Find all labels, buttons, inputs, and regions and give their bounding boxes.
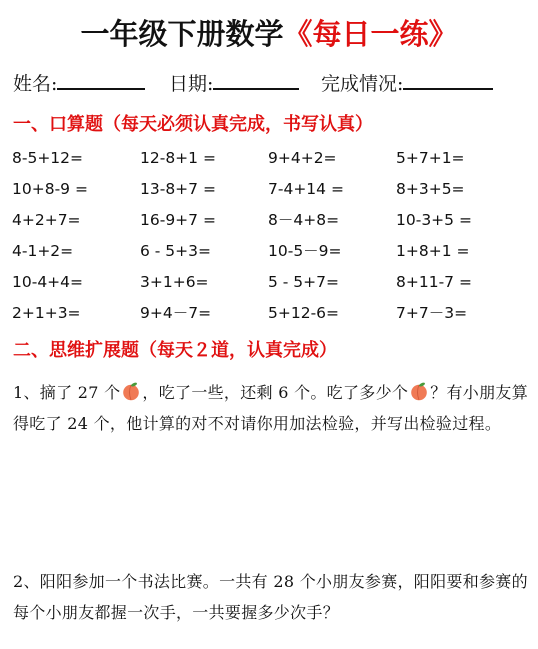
calc-item: 5 - 5+7= — [268, 273, 340, 291]
calc-item: 4+2+7= — [12, 211, 81, 229]
peach-icon — [121, 381, 141, 401]
calc-item: 10+8-9 = — [12, 180, 88, 198]
calc-item: 2+1+3= — [12, 304, 81, 322]
problem-1-part1: 1、摘了 27 个 — [13, 383, 121, 402]
calc-item: 16-9+7 = — [140, 211, 216, 229]
status-field — [321, 68, 493, 99]
calc-item: 9+4+2= — [268, 149, 337, 167]
worksheet-title — [0, 14, 538, 54]
calc-row — [12, 205, 532, 236]
calc-item: 4-1+2= — [12, 242, 74, 260]
date-label: 日期: — [169, 73, 214, 95]
name-label: 姓名: — [13, 73, 58, 95]
student-info-row — [13, 68, 528, 98]
calc-item: 13-8+7 = — [140, 180, 216, 198]
calc-item: 10-5－9= — [268, 242, 342, 260]
status-blank[interactable] — [403, 68, 493, 90]
calc-item: 8－4+8= — [268, 211, 340, 229]
date-blank[interactable] — [213, 68, 299, 90]
calc-row — [12, 174, 532, 205]
calc-row — [12, 236, 532, 267]
calc-item: 5+7+1= — [396, 149, 465, 167]
problem-2 — [13, 566, 528, 628]
problem-1-part2: ，吃了一些，还剩 6 个。吃了多少个 — [142, 383, 409, 402]
calc-item: 8-5+12= — [12, 149, 84, 167]
calc-item: 8+11-7 = — [396, 273, 472, 291]
calc-row — [12, 143, 532, 174]
calc-item: 10-4+4= — [12, 273, 84, 291]
calc-item: 7-4+14 = — [268, 180, 344, 198]
calc-item: 9+4－7= — [140, 304, 212, 322]
calc-item: 12-8+1 = — [140, 149, 216, 167]
status-label: 完成情况: — [321, 73, 404, 95]
calc-row — [12, 298, 532, 329]
title-main: 一年级下册数学 — [80, 17, 284, 51]
section1-heading: 一、口算题（每天必须认真完成，书写认真） — [13, 114, 373, 135]
calc-item: 1+8+1 = — [396, 242, 470, 260]
name-field — [13, 68, 145, 99]
calc-item: 7+7－3= — [396, 304, 468, 322]
name-blank[interactable] — [57, 68, 145, 90]
problem-2-text: 2、阳阳参加一个书法比赛。一共有 28 个小朋友参赛，阳阳要和参赛的每个小朋友都握一次手，一共要握多少次手？ — [13, 572, 528, 622]
calc-item: 3+1+6= — [140, 273, 209, 291]
peach-icon — [409, 381, 429, 401]
problem-1-part3: ？有小朋友算得吃了 24 个，他计算的对不对请你用加法检验，并写出检验过程。 — [13, 383, 528, 433]
section2-heading: 二、思维扩展题（每天２道，认真完成） — [13, 340, 337, 361]
date-field — [169, 68, 299, 99]
calc-item: 6 - 5+3= — [140, 242, 212, 260]
title-highlight: 《每日一练》 — [283, 17, 458, 51]
calc-item: 10-3+5 = — [396, 211, 472, 229]
calc-row — [12, 267, 532, 298]
mental-math-grid — [12, 143, 532, 329]
calc-item: 8+3+5= — [396, 180, 465, 198]
calc-item: 5+12-6= — [268, 304, 340, 322]
problem-1 — [13, 377, 528, 439]
